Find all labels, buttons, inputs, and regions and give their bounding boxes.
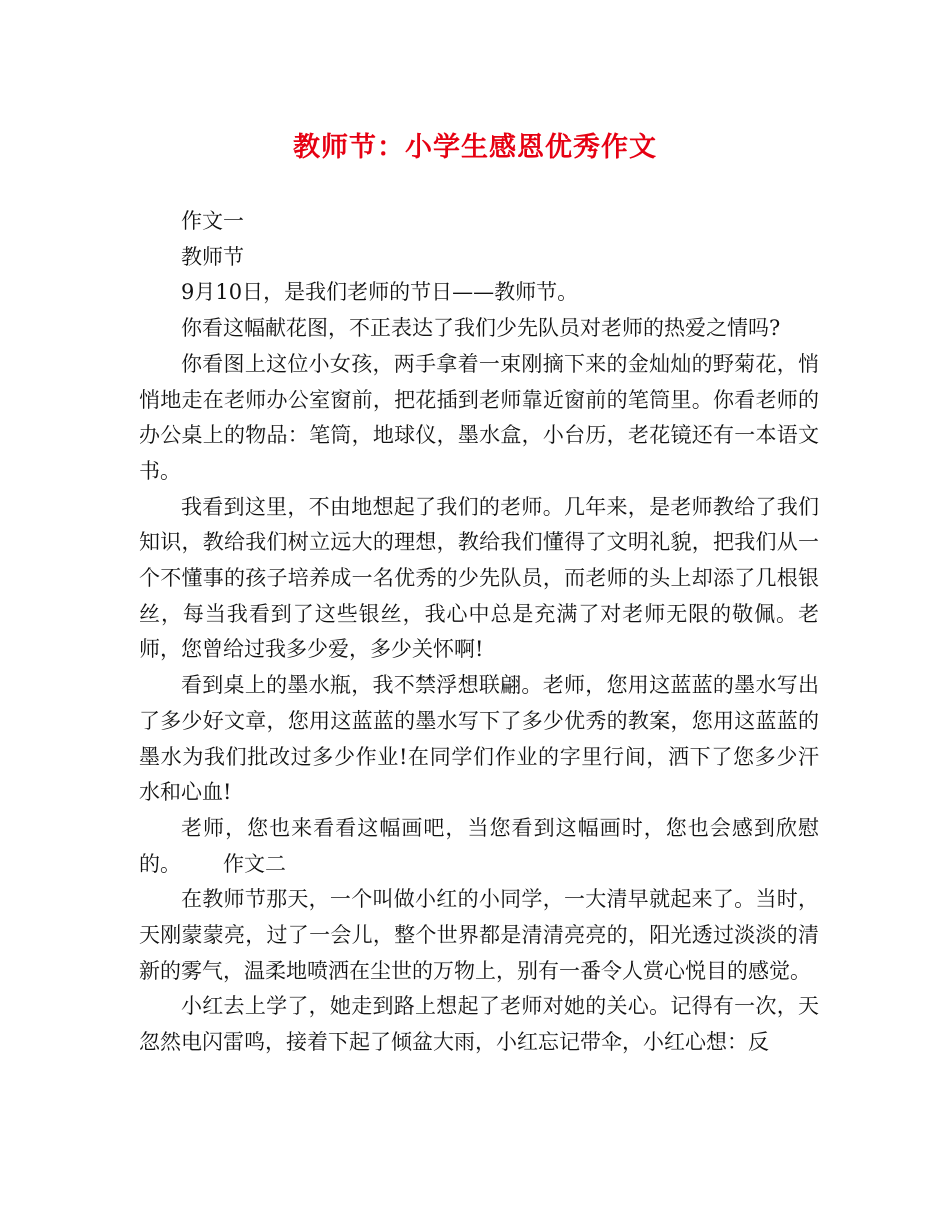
- paragraph: 9月10日，是我们老师的节日——教师节。: [181, 280, 579, 305]
- paragraph: [139, 811, 819, 882]
- paragraph: 你看这幅献花图，不正表达了我们少先队员对老师的热爱之情吗?: [181, 316, 781, 341]
- document-title: 教师节：小学生感恩优秀作文: [293, 132, 657, 163]
- paragraph: 在教师节那天，一个叫做小红的小同学，一大清早就起来了。当时，天刚蒙蒙亮，过了一会儿，整个世界都是清清亮亮的，阳光透过淡淡的清新的雾气，温柔地喷洒在尘世的万物上，别有一番令人赏心悦目的感觉。: [139, 887, 819, 983]
- document-body: [139, 204, 819, 1061]
- paragraph: 看到桌上的墨水瓶，我不禁浮想联翩。老师，您用这蓝蓝的墨水写出了多少好文章，您用这蓝蓝的墨水写下了多少优秀的教案，您用这蓝蓝的墨水为我们批改过多少作业!在同学们作业的字里行间，洒下了您多少汗水和心血!: [139, 673, 819, 805]
- paragraph-essay-one-heading: 作文一: [181, 209, 244, 233]
- paragraph-essay-two-heading: 作文二: [223, 851, 286, 876]
- paragraph: 小红去上学了，她走到路上想起了老师对她的关心。记得有一次，天忽然电闪雷鸣，接着下起了倾盆大雨，小红忘记带伞，小红心想：反: [139, 994, 819, 1055]
- paragraph: 你看图上这位小女孩，两手拿着一束刚摘下来的金灿灿的野菊花，悄悄地走在老师办公室窗前，把花插到老师靠近窗前的笔筒里。你看老师的办公桌上的物品：笔筒，地球仪，墨水盒，小台历，老花镜还有一本语文书。: [139, 351, 819, 483]
- paragraph-text: 老师，您也来看看这幅画吧，当您看到这幅画时，您也会感到欣慰的。: [139, 815, 819, 876]
- paragraph: 我看到这里，不由地想起了我们的老师。几年来，是老师教给了我们知识，教给我们树立远大的理想，教给我们懂得了文明礼貌，把我们从一个不懂事的孩子培养成一名优秀的少先队员，而老师的头上却添了几根银丝，每当我看到了这些银丝，我心中总是充满了对老师无限的敬佩。老师，您曾给过我多少爱，多少关怀啊!: [139, 494, 819, 662]
- paragraph-essay-one-title: 教师节: [181, 244, 244, 269]
